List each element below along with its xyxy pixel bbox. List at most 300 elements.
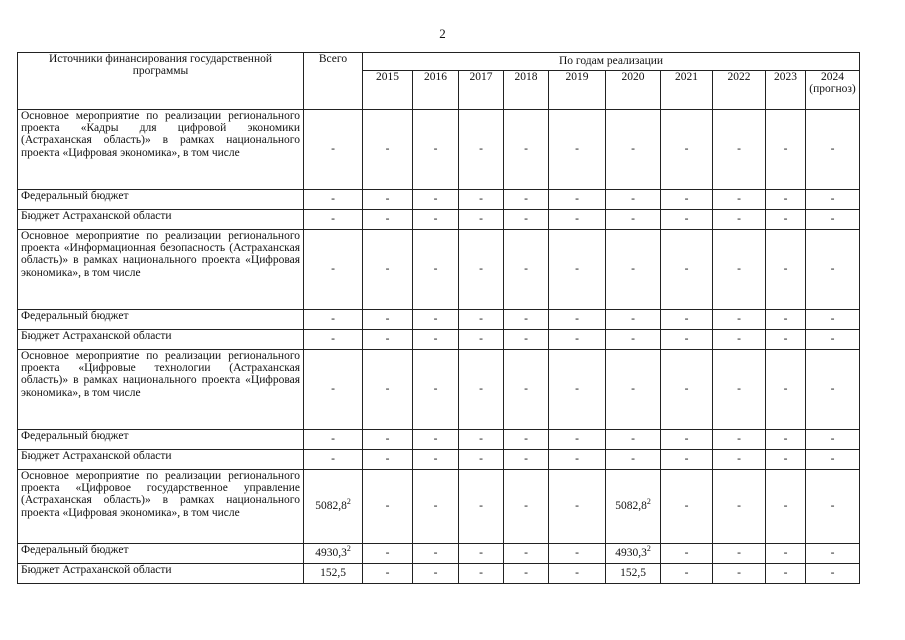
row-year-value (459, 330, 504, 350)
header-total: Всего (304, 53, 363, 110)
cell-value: - (783, 383, 788, 396)
cell-value: - (575, 567, 579, 580)
row-source-name: Бюджет Астраханской области (18, 450, 304, 470)
cell-value: - (631, 433, 635, 446)
cell-value: - (830, 263, 835, 276)
footnote-marker: 2 (646, 544, 651, 554)
cell-value: - (783, 453, 788, 466)
cell-value: - (479, 193, 483, 206)
cell-value: - (385, 567, 390, 580)
table-header (18, 53, 860, 110)
row-year-value (504, 230, 549, 310)
cell-value: - (783, 333, 788, 346)
row-total (304, 110, 363, 190)
cell-value: - (684, 567, 689, 580)
row-year-value (713, 450, 766, 470)
cell-value: - (830, 193, 835, 206)
row-year-value (363, 544, 413, 564)
cell-value: - (684, 383, 689, 396)
row-total (304, 470, 363, 544)
cell-value: 152,5 (320, 567, 346, 580)
row-year-value (806, 310, 860, 330)
row-year-value (413, 310, 459, 330)
cell-value: - (524, 383, 528, 396)
cell-value: - (524, 547, 528, 560)
row-year-value (363, 190, 413, 210)
cell-value: - (385, 213, 390, 226)
cell-value: - (830, 433, 835, 446)
cell-value: - (631, 143, 635, 156)
cell-value: - (385, 500, 390, 513)
row-year-value (413, 230, 459, 310)
header-year: 2019 (549, 71, 606, 110)
cell-value: - (479, 263, 483, 276)
cell-value: - (684, 547, 689, 560)
row-year-value (661, 470, 713, 544)
cell-value: - (783, 313, 788, 326)
row-year-value (363, 564, 413, 584)
row-year-value (459, 350, 504, 430)
row-year-value (806, 470, 860, 544)
row-year-value (713, 230, 766, 310)
row-year-value (661, 330, 713, 350)
row-source-name: Основное мероприятие по реализации регионального проекта «Информационная безопасность (Астраханская область)» в рамках национального проекта «Цифровая экономика», в том числе (18, 230, 304, 310)
cell-value: - (479, 433, 483, 446)
row-total (304, 190, 363, 210)
row-year-value (606, 310, 661, 330)
cell-value: - (830, 567, 835, 580)
cell-value: - (479, 333, 483, 346)
cell-value: - (331, 383, 335, 396)
header-year: 2021 (661, 71, 713, 110)
cell-value: - (737, 383, 741, 396)
row-year-value (549, 330, 606, 350)
row-year-value (606, 110, 661, 190)
cell-value: - (385, 383, 390, 396)
header-year: 2022 (713, 71, 766, 110)
cell-value: - (524, 333, 528, 346)
cell-value: - (575, 500, 579, 513)
header-year: 2015 (363, 71, 413, 110)
row-year-value (504, 310, 549, 330)
cell-value: - (737, 547, 741, 560)
row-year-value (413, 544, 459, 564)
row-source-name: Основное мероприятие по реализации регионального проекта «Цифровое государственное управление (Астраханская область)» в рамках национального проекта «Цифровая экономика», в том числе (18, 470, 304, 544)
cell-value: - (524, 263, 528, 276)
cell-value: - (575, 433, 579, 446)
table-row (18, 470, 860, 544)
row-year-value (413, 470, 459, 544)
cell-value: - (385, 433, 390, 446)
cell-value: - (575, 193, 579, 206)
row-year-value (413, 450, 459, 470)
cell-value: - (575, 333, 579, 346)
cell-value: - (631, 213, 635, 226)
row-year-value (549, 110, 606, 190)
cell-value: - (684, 433, 689, 446)
row-year-value (766, 430, 806, 450)
table-row (18, 430, 860, 450)
cell-value: - (783, 567, 788, 580)
row-year-value (363, 430, 413, 450)
table-body (18, 110, 860, 584)
cell-value: - (524, 213, 528, 226)
row-year-value (549, 350, 606, 430)
cell-value: - (737, 213, 741, 226)
cell-value: - (385, 453, 390, 466)
row-year-value (549, 450, 606, 470)
row-year-value (713, 190, 766, 210)
cell-value: - (737, 500, 741, 513)
row-year-value (806, 230, 860, 310)
cell-value: - (783, 547, 788, 560)
cell-value: - (783, 263, 788, 276)
row-source-name: Основное мероприятие по реализации регионального проекта «Цифровые технологии (Астраханская область)» в рамках национального проекта «Цифровая экономика», в том числе (18, 350, 304, 430)
cell-value: - (830, 213, 835, 226)
row-year-value (766, 544, 806, 564)
cell-value: - (631, 263, 635, 276)
row-year-value (459, 210, 504, 230)
cell-value: - (737, 263, 741, 276)
cell-value: - (631, 333, 635, 346)
header-by-years: По годам реализации (363, 53, 860, 71)
row-year-value (606, 450, 661, 470)
row-year-value (549, 430, 606, 450)
row-year-value (606, 470, 661, 544)
row-year-value (606, 330, 661, 350)
cell-value: - (479, 143, 483, 156)
cell-value: - (737, 143, 741, 156)
row-year-value (549, 470, 606, 544)
row-year-value (549, 544, 606, 564)
row-year-value (504, 330, 549, 350)
row-year-value (363, 350, 413, 430)
row-year-value (766, 330, 806, 350)
row-year-value (459, 190, 504, 210)
header-year: 2024 (прогноз) (806, 71, 860, 110)
cell-value: - (524, 567, 528, 580)
row-year-value (661, 350, 713, 430)
row-year-value (459, 110, 504, 190)
footnote-marker: 2 (646, 497, 651, 507)
row-year-value (606, 350, 661, 430)
row-total (304, 564, 363, 584)
cell-value: - (331, 143, 335, 156)
cell-value: - (737, 193, 741, 206)
row-total (304, 450, 363, 470)
row-year-value (549, 310, 606, 330)
cell-value: - (331, 193, 335, 206)
cell-value: - (575, 213, 579, 226)
cell-value: - (331, 453, 335, 466)
row-year-value (459, 544, 504, 564)
cell-value: - (631, 193, 635, 206)
cell-value: - (385, 263, 390, 276)
row-total (304, 230, 363, 310)
row-total (304, 430, 363, 450)
cell-value: - (684, 500, 689, 513)
row-source-name: Бюджет Астраханской области (18, 210, 304, 230)
row-year-value (606, 564, 661, 584)
row-year-value (766, 564, 806, 584)
cell-value: - (737, 453, 741, 466)
cell-value: - (684, 143, 689, 156)
row-year-value (413, 110, 459, 190)
cell-value: - (385, 313, 390, 326)
cell-value: - (385, 333, 390, 346)
row-year-value (713, 210, 766, 230)
row-year-value (766, 110, 806, 190)
table-row (18, 564, 860, 584)
row-year-value (713, 544, 766, 564)
row-year-value (766, 230, 806, 310)
cell-value: - (524, 453, 528, 466)
row-year-value (504, 210, 549, 230)
row-year-value (413, 330, 459, 350)
cell-value: - (575, 547, 579, 560)
cell-value: - (479, 547, 483, 560)
cell-value: - (830, 500, 835, 513)
row-year-value (413, 564, 459, 584)
cell-value: 4930,3 (615, 547, 647, 560)
row-year-value (806, 210, 860, 230)
row-year-value (363, 230, 413, 310)
cell-value: - (433, 453, 438, 466)
row-year-value (806, 110, 860, 190)
row-year-value (606, 190, 661, 210)
cell-value: - (830, 143, 835, 156)
row-year-value (713, 564, 766, 584)
row-year-value (363, 330, 413, 350)
row-source-name: Бюджет Астраханской области (18, 564, 304, 584)
cell-value: - (575, 313, 579, 326)
cell-value: - (830, 383, 835, 396)
cell-value: - (783, 143, 788, 156)
cell-value: - (331, 213, 335, 226)
cell-value: 152,5 (620, 567, 646, 580)
row-year-value (504, 110, 549, 190)
cell-value: - (737, 433, 741, 446)
cell-value: - (737, 333, 741, 346)
row-year-value (713, 470, 766, 544)
cell-value: - (433, 433, 438, 446)
row-year-value (806, 450, 860, 470)
row-year-value (661, 190, 713, 210)
table-row (18, 310, 860, 330)
cell-value: - (783, 500, 788, 513)
cell-value: - (433, 193, 438, 206)
row-source-name: Федеральный бюджет (18, 310, 304, 330)
cell-value: 5082,8 (315, 500, 347, 513)
row-year-value (459, 470, 504, 544)
row-year-value (363, 210, 413, 230)
row-year-value (661, 110, 713, 190)
table-row (18, 210, 860, 230)
row-year-value (806, 430, 860, 450)
row-year-value (766, 470, 806, 544)
row-year-value (713, 310, 766, 330)
cell-value: - (524, 500, 528, 513)
row-year-value (504, 544, 549, 564)
row-total (304, 310, 363, 330)
cell-value: - (433, 383, 438, 396)
row-year-value (549, 230, 606, 310)
cell-value: - (575, 453, 579, 466)
row-year-value (413, 350, 459, 430)
row-year-value (766, 350, 806, 430)
row-year-value (459, 230, 504, 310)
row-year-value (504, 470, 549, 544)
cell-value: - (783, 213, 788, 226)
table-row (18, 450, 860, 470)
row-year-value (661, 544, 713, 564)
cell-value: - (433, 547, 438, 560)
row-year-value (504, 190, 549, 210)
table-row (18, 110, 860, 190)
cell-value: - (524, 143, 528, 156)
cell-value: - (433, 213, 438, 226)
row-total (304, 210, 363, 230)
cell-value: - (631, 313, 635, 326)
row-year-value (766, 190, 806, 210)
table-row (18, 230, 860, 310)
cell-value: - (737, 567, 741, 580)
row-year-value (806, 330, 860, 350)
table-row (18, 190, 860, 210)
cell-value: - (385, 143, 390, 156)
row-total (304, 330, 363, 350)
cell-value: - (575, 263, 579, 276)
cell-value: - (331, 313, 335, 326)
row-source-name: Федеральный бюджет (18, 430, 304, 450)
cell-value: - (433, 143, 438, 156)
cell-value: - (575, 143, 579, 156)
header-source: Источники финансирования государственной программы (18, 53, 304, 110)
cell-value: - (433, 567, 438, 580)
row-year-value (606, 230, 661, 310)
row-year-value (606, 544, 661, 564)
row-year-value (661, 450, 713, 470)
cell-value: - (433, 500, 438, 513)
header-year: 2018 (504, 71, 549, 110)
cell-value: - (737, 313, 741, 326)
row-year-value (606, 430, 661, 450)
table-row (18, 350, 860, 430)
row-year-value (713, 430, 766, 450)
cell-value: - (783, 433, 788, 446)
cell-value: - (830, 313, 835, 326)
cell-value: - (479, 383, 483, 396)
cell-value: - (479, 567, 483, 580)
row-year-value (413, 430, 459, 450)
row-year-value (363, 110, 413, 190)
row-year-value (766, 210, 806, 230)
row-year-value (549, 210, 606, 230)
page-number: 2 (439, 26, 446, 41)
footnote-marker: 2 (346, 497, 351, 507)
row-year-value (459, 564, 504, 584)
row-year-value (661, 310, 713, 330)
cell-value: - (684, 193, 689, 206)
cell-value: - (524, 313, 528, 326)
row-year-value (413, 190, 459, 210)
row-year-value (806, 350, 860, 430)
row-year-value (661, 430, 713, 450)
row-year-value (363, 310, 413, 330)
cell-value: 4930,3 (315, 547, 347, 560)
row-year-value (504, 450, 549, 470)
cell-value: - (479, 213, 483, 226)
cell-value: - (479, 453, 483, 466)
cell-value: - (830, 547, 835, 560)
header-year: 2017 (459, 71, 504, 110)
cell-value: - (479, 500, 483, 513)
cell-value: - (331, 433, 335, 446)
cell-value: - (385, 193, 390, 206)
row-year-value (766, 310, 806, 330)
table-row (18, 330, 860, 350)
row-source-name: Федеральный бюджет (18, 544, 304, 564)
cell-value: - (830, 333, 835, 346)
header-year: 2016 (413, 71, 459, 110)
cell-value: - (684, 213, 689, 226)
financing-table (17, 52, 860, 584)
cell-value: - (684, 453, 689, 466)
row-year-value (806, 564, 860, 584)
row-year-value (504, 350, 549, 430)
row-year-value (806, 190, 860, 210)
row-year-value (713, 330, 766, 350)
header-year: 2023 (766, 71, 806, 110)
cell-value: - (433, 333, 438, 346)
row-year-value (504, 564, 549, 584)
row-year-value (713, 350, 766, 430)
row-year-value (549, 190, 606, 210)
row-total (304, 350, 363, 430)
cell-value: - (524, 193, 528, 206)
cell-value: - (433, 263, 438, 276)
row-year-value (661, 210, 713, 230)
cell-value: - (783, 193, 788, 206)
cell-value: - (684, 263, 689, 276)
row-year-value (363, 470, 413, 544)
cell-value: - (684, 333, 689, 346)
row-total (304, 544, 363, 564)
row-year-value (363, 450, 413, 470)
cell-value: 5082,8 (615, 500, 647, 513)
row-year-value (713, 110, 766, 190)
row-year-value (766, 450, 806, 470)
cell-value: - (631, 453, 635, 466)
cell-value: - (575, 383, 579, 396)
cell-value: - (684, 313, 689, 326)
row-source-name: Бюджет Астраханской области (18, 330, 304, 350)
row-year-value (413, 210, 459, 230)
row-source-name: Основное мероприятие по реализации регионального проекта «Кадры для цифровой экономики (Астраханская область)» в рамках национального проекта «Цифровая экономика», в том числе (18, 110, 304, 190)
row-year-value (661, 230, 713, 310)
cell-value: - (385, 547, 390, 560)
cell-value: - (631, 383, 635, 396)
cell-value: - (479, 313, 483, 326)
row-source-name: Федеральный бюджет (18, 190, 304, 210)
row-year-value (549, 564, 606, 584)
cell-value: - (331, 333, 335, 346)
cell-value: - (524, 433, 528, 446)
cell-value: - (830, 453, 835, 466)
row-year-value (606, 210, 661, 230)
cell-value: - (433, 313, 438, 326)
row-year-value (459, 310, 504, 330)
